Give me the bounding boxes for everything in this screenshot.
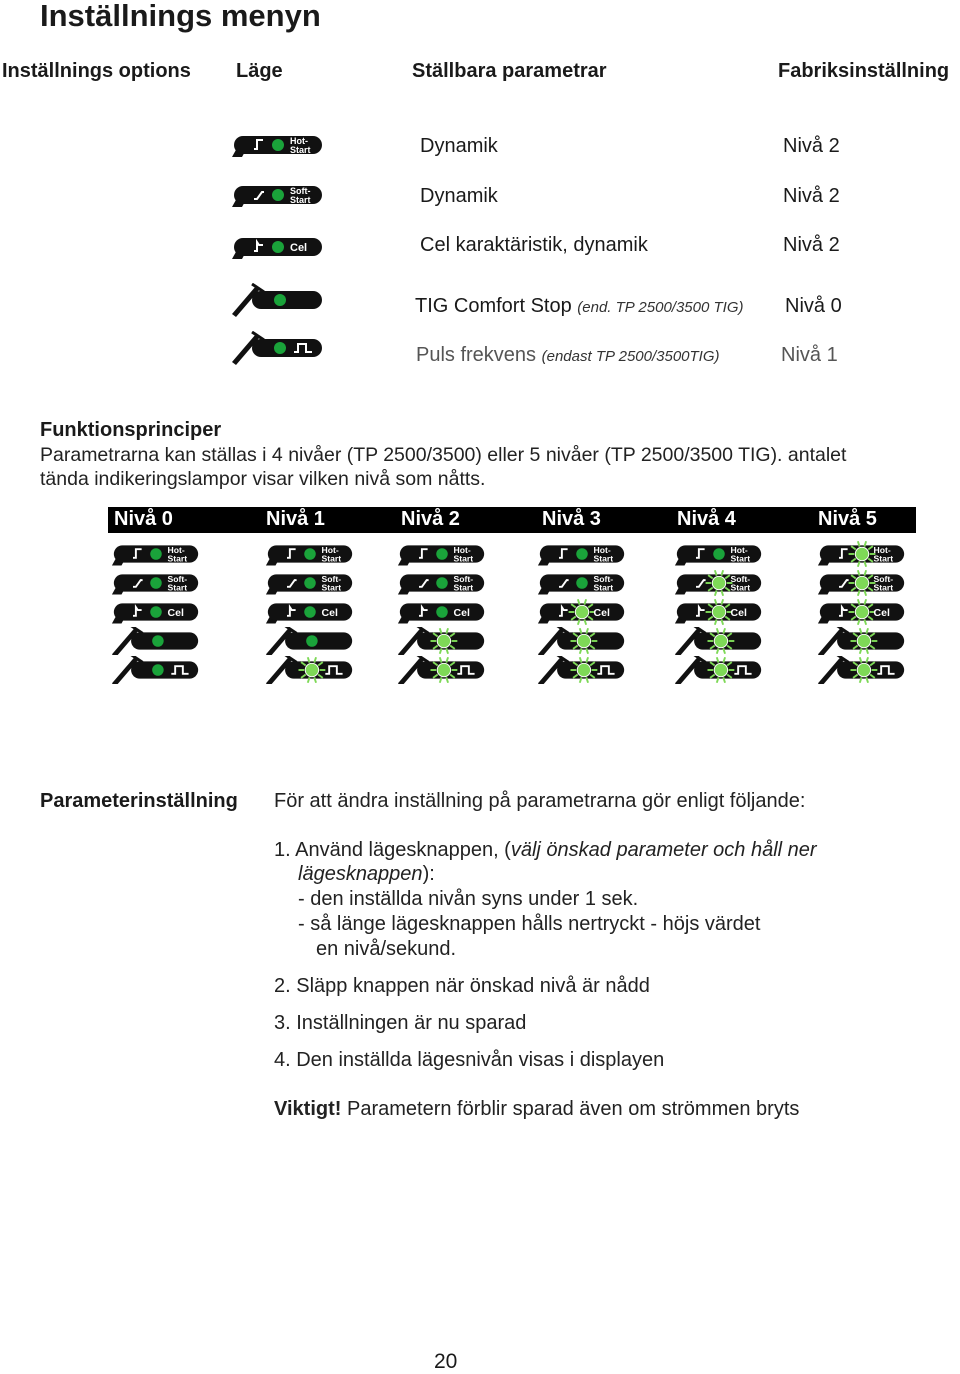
svg-text:Start: Start	[730, 582, 751, 593]
column-header-mode: Läge	[236, 60, 283, 82]
step-1-italic-b: lägesknappen	[298, 863, 423, 885]
hot-start-indicator-icon	[673, 540, 773, 569]
svg-text:Hot-: Hot-	[453, 545, 471, 556]
tig-indicator-icon	[264, 627, 364, 656]
hot-start-indicator-icon	[264, 540, 364, 569]
pulse-indicator-icon	[110, 656, 210, 685]
svg-text:Start: Start	[453, 553, 474, 564]
cel-mode-icon	[230, 227, 326, 272]
step-1	[274, 839, 817, 862]
settings-row-hot-start	[230, 128, 930, 172]
svg-text:Cel: Cel	[321, 606, 338, 619]
hot-start-indicator-icon	[396, 540, 496, 569]
settings-row-tig	[230, 283, 930, 327]
level-indicators-0	[110, 540, 210, 685]
soft-start-indicator-icon	[673, 569, 773, 598]
pulse-mode-icon	[230, 331, 326, 370]
level-label-5: Nivå 5	[818, 508, 877, 530]
level-indicators-2	[396, 540, 496, 685]
soft-start-indicator-icon	[110, 569, 210, 598]
svg-text:Cel: Cel	[730, 606, 747, 619]
svg-text:Soft-: Soft-	[167, 574, 188, 585]
factory-value: Nivå 2	[783, 135, 840, 157]
important-label: Viktigt!	[274, 1098, 342, 1120]
param-name-text: TIG Comfort Stop	[415, 295, 572, 317]
level-indicators-4	[673, 540, 773, 685]
svg-text:Start: Start	[873, 582, 894, 593]
cel-indicator-icon	[110, 598, 210, 627]
pulse-indicator-icon	[536, 656, 636, 685]
level-label-1: Nivå 1	[266, 508, 325, 530]
step-1-line2	[298, 863, 435, 886]
cel-indicator-icon	[536, 598, 636, 627]
svg-text:Start: Start	[593, 582, 614, 593]
hot-start-mode-icon	[230, 128, 326, 167]
step-3: 3. Inställningen är nu sparad	[274, 1012, 527, 1034]
settings-row-cel	[230, 227, 930, 271]
tig-indicator-icon	[673, 627, 773, 656]
soft-start-mode-icon	[230, 178, 326, 217]
svg-text:Cel: Cel	[453, 606, 470, 619]
function-text-line2: tända indikeringslampor visar vilken nivå som nåtts.	[40, 468, 486, 490]
level-label-0: Nivå 0	[114, 508, 173, 530]
factory-value: Nivå 0	[785, 295, 842, 317]
svg-text:Soft-: Soft-	[321, 574, 342, 585]
hot-start-indicator-icon	[110, 540, 210, 569]
level-label-2: Nivå 2	[401, 508, 460, 530]
function-text-line1: Parametrarna kan ställas i 4 nivåer (TP 2500/3500) eller 5 nivåer (TP 2500/3500 TIG). antalet	[40, 444, 847, 466]
step-1-sub1: - den inställda nivån syns under 1 sek.	[298, 888, 639, 910]
svg-text:Hot-: Hot-	[593, 545, 611, 556]
column-header-options: Inställnings options	[2, 60, 191, 82]
level-indicators-3	[536, 540, 636, 685]
factory-value: Nivå 2	[783, 234, 840, 256]
param-note: (endast TP 2500/3500TIG)	[541, 348, 720, 365]
step-4: 4. Den inställda lägesnivån visas i displayen	[274, 1049, 665, 1071]
tig-indicator-icon	[110, 627, 210, 656]
svg-text:Cel: Cel	[593, 606, 610, 619]
important-note	[274, 1098, 799, 1121]
svg-text:Start: Start	[730, 553, 751, 564]
level-header-bar	[108, 507, 916, 533]
column-header-params: Ställbara parametrar	[412, 60, 607, 82]
column-header-factory: Fabriksinställning	[778, 60, 950, 82]
svg-text:Soft-: Soft-	[593, 574, 614, 585]
svg-text:Hot-: Hot-	[873, 545, 891, 556]
function-heading: Funktionsprinciper	[40, 419, 222, 441]
tig-indicator-icon	[396, 627, 496, 656]
level-indicators-1	[264, 540, 364, 685]
param-name-text: Puls frekvens	[416, 344, 537, 366]
svg-text:Start: Start	[321, 553, 342, 564]
level-label-3: Nivå 3	[542, 508, 601, 530]
svg-text:Cel: Cel	[167, 606, 184, 619]
factory-value: Nivå 2	[783, 185, 840, 207]
soft-start-indicator-icon	[816, 569, 916, 598]
cel-indicator-icon	[396, 598, 496, 627]
svg-text:Start: Start	[167, 553, 188, 564]
param-name: Cel karaktäristik, dynamik	[420, 234, 648, 256]
step-1-text-b: ):	[422, 863, 435, 885]
factory-value: Nivå 1	[781, 344, 838, 366]
settings-row-pulse	[230, 331, 930, 375]
param-setting-intro: För att ändra inställning på parametrarna gör enligt följande:	[274, 790, 806, 812]
param-name: Dynamik	[420, 135, 498, 157]
param-note: (end. TP 2500/3500 TIG)	[577, 299, 744, 316]
soft-start-indicator-icon	[536, 569, 636, 598]
hot-start-indicator-icon	[816, 540, 916, 569]
svg-text:Hot-: Hot-	[167, 545, 185, 556]
param-setting-heading: Parameterinställning	[40, 790, 238, 812]
tig-indicator-icon	[816, 627, 916, 656]
svg-text:Start: Start	[290, 195, 311, 205]
svg-text:Hot-: Hot-	[730, 545, 748, 556]
svg-text:Start: Start	[290, 145, 311, 155]
pulse-indicator-icon	[673, 656, 773, 685]
svg-text:Soft-: Soft-	[730, 574, 751, 585]
page-number: 20	[434, 1350, 458, 1373]
svg-text:Soft-: Soft-	[873, 574, 894, 585]
cel-indicator-icon	[816, 598, 916, 627]
pulse-indicator-icon	[396, 656, 496, 685]
step-2: 2. Släpp knappen när önskad nivå är nådd	[274, 975, 650, 997]
page-title: Inställnings menyn	[40, 0, 321, 33]
pulse-indicator-icon	[264, 656, 364, 685]
svg-text:Hot-: Hot-	[290, 136, 308, 146]
svg-text:Start: Start	[593, 553, 614, 564]
hot-start-indicator-icon	[536, 540, 636, 569]
param-name: Dynamik	[420, 185, 498, 207]
svg-text:Start: Start	[167, 582, 188, 593]
param-name	[416, 344, 720, 367]
pulse-indicator-icon	[816, 656, 916, 685]
svg-text:Hot-: Hot-	[321, 545, 339, 556]
svg-text:Start: Start	[453, 582, 474, 593]
svg-text:Cel: Cel	[873, 606, 890, 619]
level-indicators-5	[816, 540, 916, 685]
cel-indicator-icon	[673, 598, 773, 627]
soft-start-indicator-icon	[264, 569, 364, 598]
cel-indicator-icon	[264, 598, 364, 627]
tig-indicator-icon	[536, 627, 636, 656]
svg-text:Start: Start	[321, 582, 342, 593]
step-1-sub2: - så länge lägesknappen hålls nertryckt - höjs värdet	[298, 913, 761, 935]
step-1-sub2-cont: en nivå/sekund.	[316, 938, 457, 960]
level-label-4: Nivå 4	[677, 508, 736, 530]
tig-mode-icon	[230, 283, 326, 322]
svg-text:Soft-: Soft-	[290, 186, 311, 196]
svg-text:Start: Start	[873, 553, 894, 564]
svg-text:Cel: Cel	[290, 242, 308, 254]
settings-row-soft-start	[230, 178, 930, 222]
important-text: Parametern förblir sparad även om strömmen bryts	[341, 1098, 800, 1120]
param-name	[415, 295, 743, 318]
step-1-italic-a: välj önskad parameter och håll ner	[510, 839, 817, 861]
soft-start-indicator-icon	[396, 569, 496, 598]
svg-text:Soft-: Soft-	[453, 574, 474, 585]
step-1-text-a: 1. Använd lägesknappen, (	[274, 839, 511, 861]
